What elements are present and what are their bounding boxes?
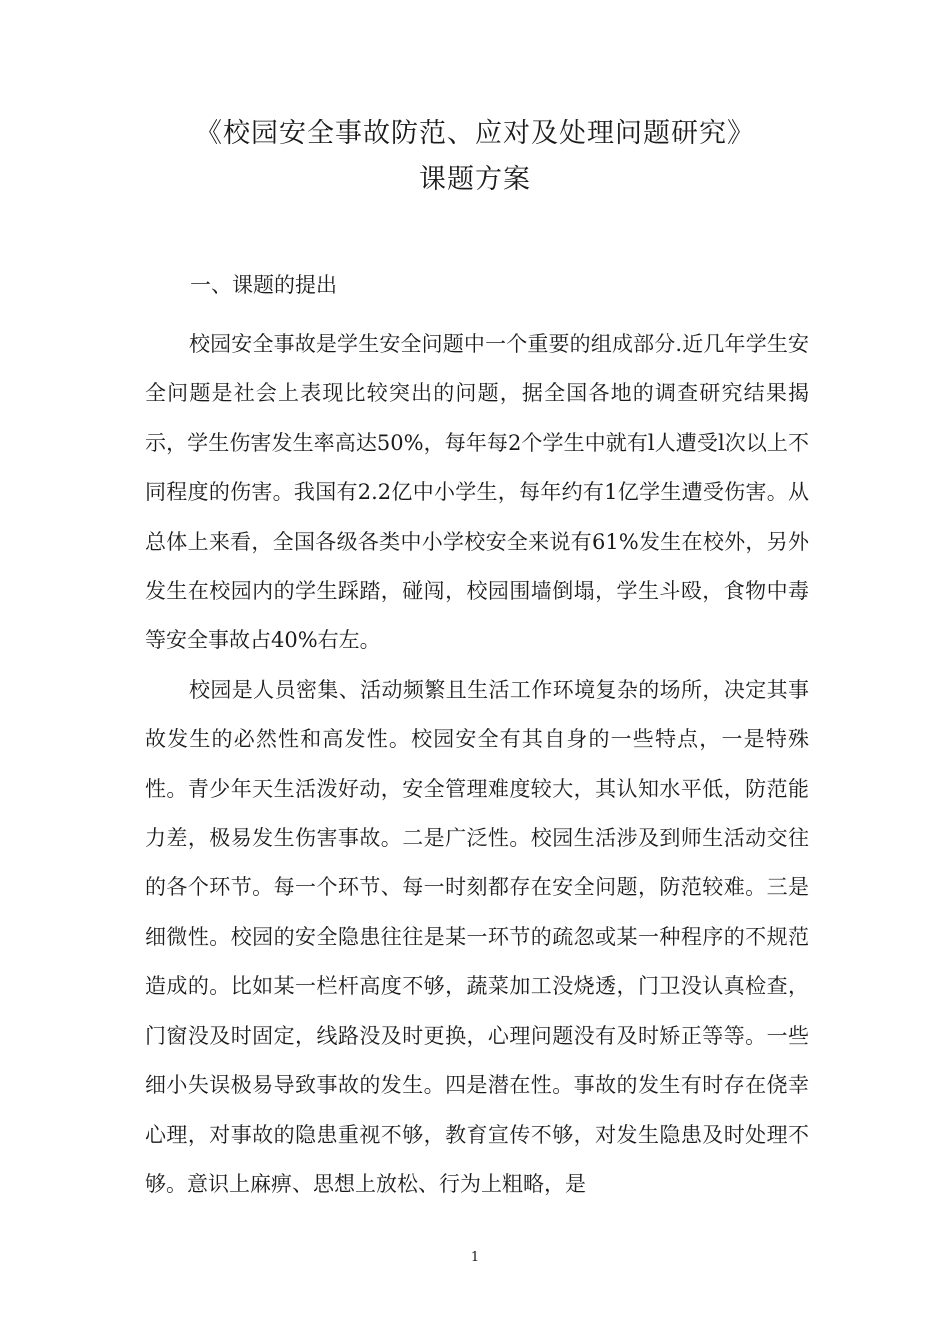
section-heading: 一、课题的提出 (190, 273, 337, 297)
document-title: 《校园安全事故防范、应对及处理问题研究》 (195, 118, 755, 149)
document-body (145, 320, 809, 1209)
page-number: 1 (470, 1250, 480, 1265)
paragraph: 校园安全事故是学生安全问题中一个重要的组成部分.近几年学生安全问题是社会上表现比较突出的问题，据全国各地的调查研究结果揭示，学生伤害发生率高达50%，每年每2个学生中就有l人遭受l次以上不同程度的伤害。我国有2.2亿中小学生，每年约有1亿学生遭受伤害。从总体上来看，全国各级各类中小学校安全来说有61%发生在校外，另外发生在校园内的学生踩踏，碰闯，校园围墙倒塌，学生斗殴，食物中毒等安全事故占40%右左。 (145, 332, 809, 653)
document-subtitle: 课题方案 (419, 164, 531, 195)
paragraph: 校园是人员密集、活动频繁且生活工作环境复杂的场所，决定其事故发生的必然性和高发性。校园安全有其自身的一些特点，一是特殊性。青少年天生活泼好动，安全管理难度较大，其认知水平低，防范能力差，极易发生伤害事故。二是广泛性。校园生活涉及到师生活动交往的各个环节。每一个环节、每一时刻都存在安全问题，防范较难。三是细微性。校园的安全隐患往往是某一环节的疏忽或某一种程序的不规范造成的。比如某一栏杆高度不够，蔬菜加工没烧透，门卫没认真检查，门窗没及时固定，线路没及时更换，心理问题没有及时矫正等等。一些细小失误极易导致事故的发生。四是潜在性。事故的发生有时存在侥幸心理，对事故的隐患重视不够，教育宣传不够，对发生隐患及时处理不够。意识上麻痹、思想上放松、行为上粗略，是 (145, 677, 809, 1196)
